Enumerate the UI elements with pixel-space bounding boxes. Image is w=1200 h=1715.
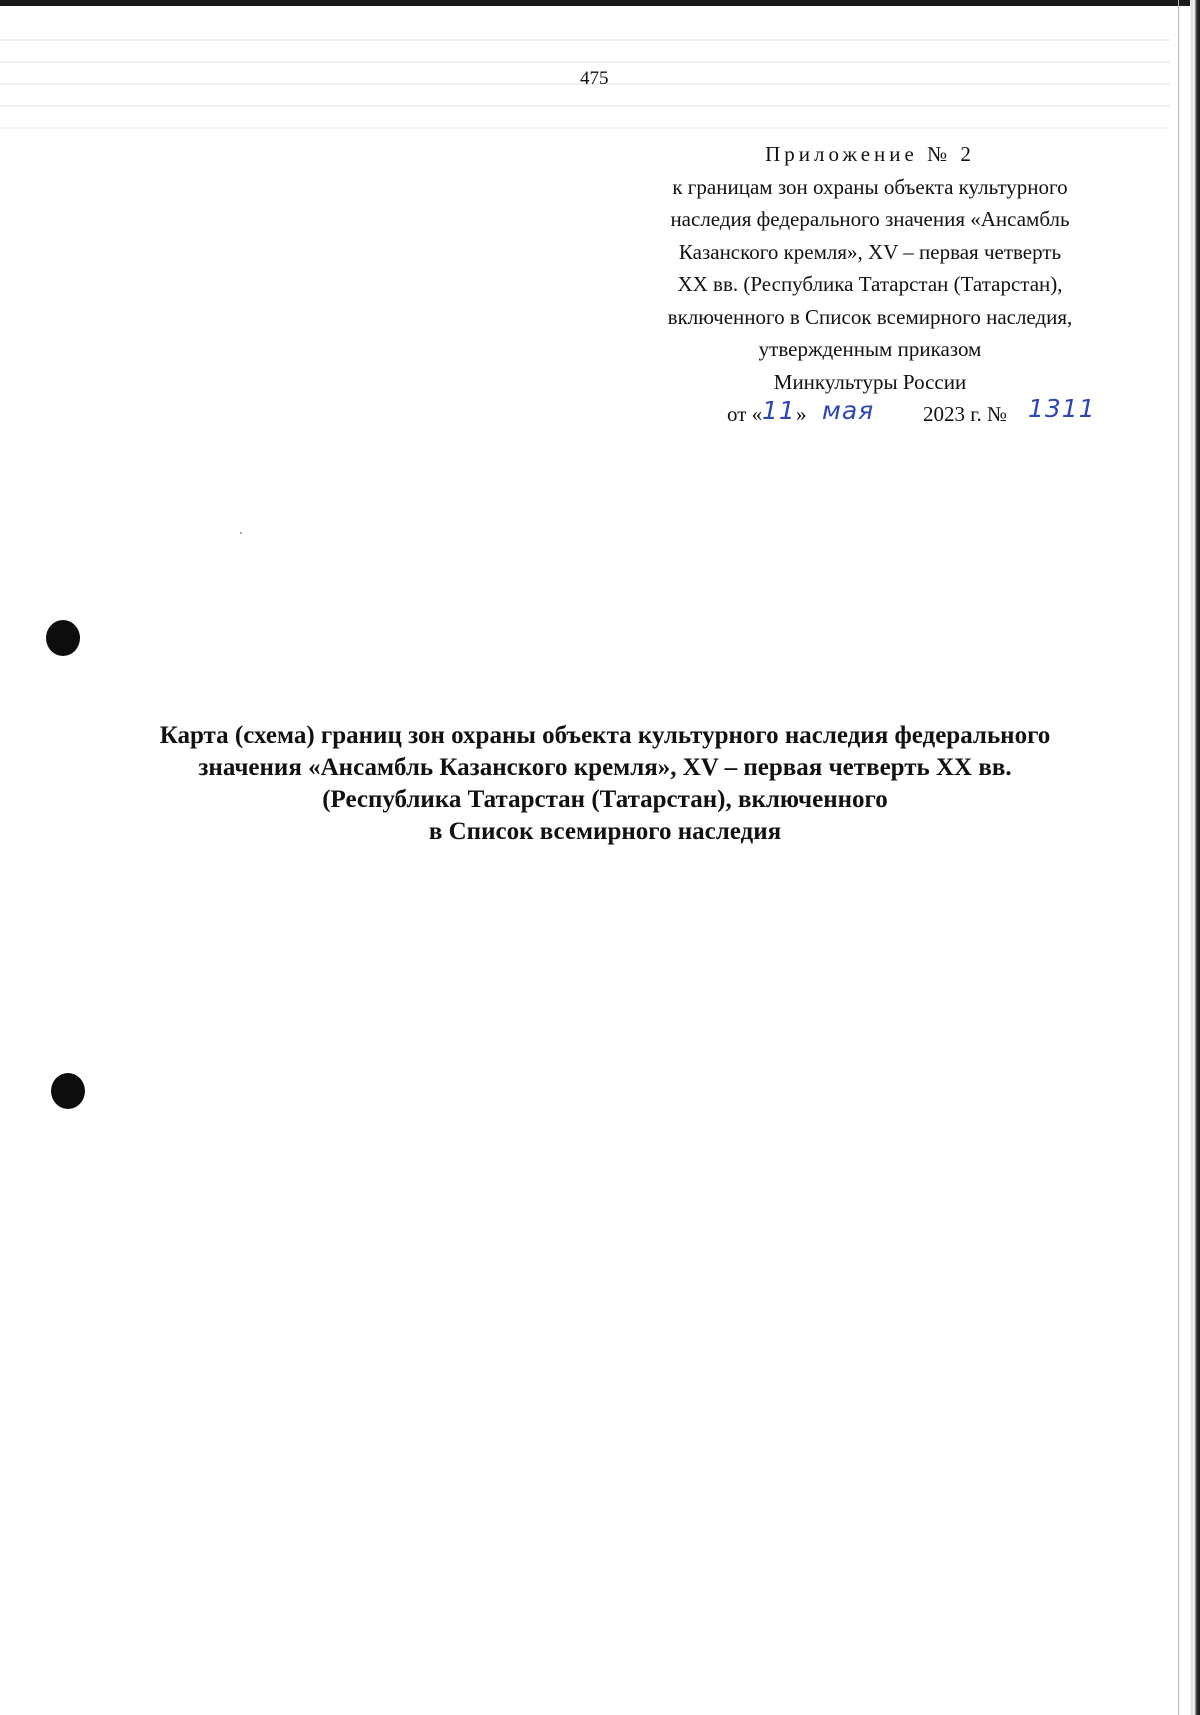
scan-speck bbox=[240, 532, 242, 534]
scan-right-edge bbox=[1190, 0, 1200, 1715]
title-line: (Республика Татарстан (Татарстан), включенного bbox=[322, 786, 888, 813]
scan-top-edge bbox=[0, 0, 1200, 6]
appendix-block bbox=[620, 138, 1120, 432]
title-line: в Список всемирного наследия bbox=[428, 818, 782, 845]
appendix-line: включенного в Список всемирного наследия, bbox=[667, 304, 1073, 329]
appendix-line: к границам зон охраны объекта культурного bbox=[672, 174, 1068, 199]
appendix-line: наследия федерального значения «Ансамбль bbox=[670, 207, 1070, 231]
appendix-line: утвержденным приказом bbox=[758, 337, 982, 361]
handwritten-order-number: 1311 bbox=[1028, 394, 1096, 423]
date-close-quote: » bbox=[796, 402, 807, 426]
appendix-line: Казанского кремля», XV – первая четверть bbox=[678, 239, 1062, 264]
bleed-through-shadow bbox=[0, 30, 1170, 150]
punch-hole-upper bbox=[46, 620, 80, 656]
date-year: 2023 г. № bbox=[923, 402, 1008, 426]
title-line: значения «Ансамбль Казанского кремля», XV – первая четверть XX вв. bbox=[198, 754, 1012, 781]
document-title bbox=[100, 720, 1110, 848]
punch-hole-lower bbox=[51, 1073, 85, 1109]
page-number: 475 bbox=[580, 68, 609, 89]
order-date-line bbox=[620, 394, 1120, 432]
scan-right-crease bbox=[1178, 0, 1179, 1715]
title-line: Карта (схема) границ зон охраны объекта культурного наследия федерального bbox=[159, 722, 1051, 749]
appendix-line: XX вв. (Республика Татарстан (Татарстан), bbox=[677, 272, 1063, 296]
date-prefix: от « bbox=[727, 402, 763, 426]
appendix-heading: Приложение № 2 bbox=[765, 142, 975, 166]
handwritten-month: мая bbox=[822, 396, 875, 425]
appendix-line: Минкультуры России bbox=[773, 369, 967, 394]
handwritten-day: 11 bbox=[762, 396, 796, 425]
